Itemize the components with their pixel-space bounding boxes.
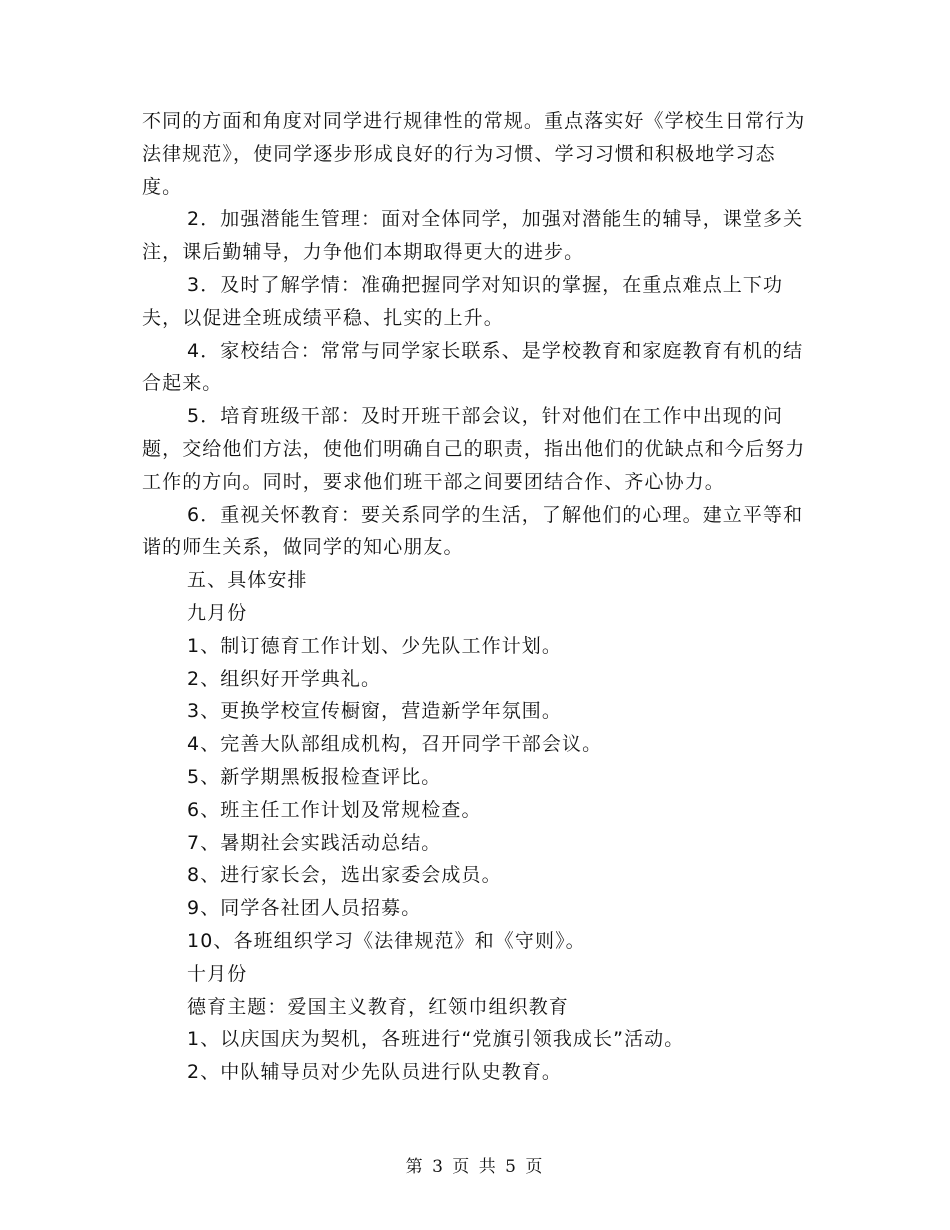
october-heading: 十月份	[187, 962, 248, 985]
september-item: 7、暑期社会实践活动总结。	[187, 831, 442, 854]
october-item: 1、以庆国庆为契机，各班进行“党旗引领我成长”活动。	[187, 1028, 685, 1051]
september-item: 1、制订德育工作计划、少先队工作计划。	[187, 634, 562, 657]
september-item: 2、组织好开学典礼。	[187, 667, 382, 690]
september-item: 6、班主任工作计划及常规检查。	[187, 798, 482, 821]
october-theme: 德育主题：爱国主义教育，红领巾组织教育	[187, 995, 569, 1018]
september-item: 8、进行家长会，选出家委会成员。	[187, 864, 502, 887]
measure-5: 5．培育班级干部：及时开班干部会议，针对他们在工作中出现的问题，交给他们方法，使他们明确自己的职责，指出他们的优缺点和今后努力工作的方向。同时，要求他们班干部之间要团结合作、齐心协力。	[142, 405, 806, 493]
september-item: 10、各班组织学习《法律规范》和《守则》。	[187, 929, 586, 952]
opening-paragraph: 不同的方面和角度对同学进行规律性的常规。重点落实好《学校生日常行为法律规范》，使同学逐步形成良好的行为习惯、学习习惯和积极地学习态度。	[142, 110, 806, 198]
september-item: 3、更换学校宣传橱窗，营造新学年氛围。	[187, 700, 562, 723]
document-body	[142, 105, 812, 1089]
october-item: 2、中队辅导员对少先队员进行队史教育。	[187, 1061, 562, 1084]
september-item: 5、新学期黑板报检查评比。	[187, 765, 442, 788]
september-heading: 九月份	[187, 601, 248, 624]
measure-6: 6．重视关怀教育：要关系同学的生活，了解他们的心理。建立平等和谐的师生关系，做同学的知心朋友。	[142, 503, 804, 559]
september-item: 9、同学各社团人员招募。	[187, 897, 422, 920]
measure-2: 2．加强潜能生管理：面对全体同学，加强对潜能生的辅导，课堂多关注，课后勤辅导，力争他们本期取得更大的进步。	[142, 208, 804, 264]
september-item: 4、完善大队部组成机构，召开同学干部会议。	[187, 733, 603, 756]
section-heading: 五、具体安排	[187, 569, 308, 592]
measure-3: 3．及时了解学情：准确把握同学对知识的掌握，在重点难点上下功夫，以促进全班成绩平稳、扎实的上升。	[142, 273, 784, 329]
page-number-footer: 第 3 页 共 5 页	[405, 1157, 545, 1177]
measure-4: 4．家校结合：常常与同学家长联系、是学校教育和家庭教育有机的结合起来。	[142, 339, 804, 395]
